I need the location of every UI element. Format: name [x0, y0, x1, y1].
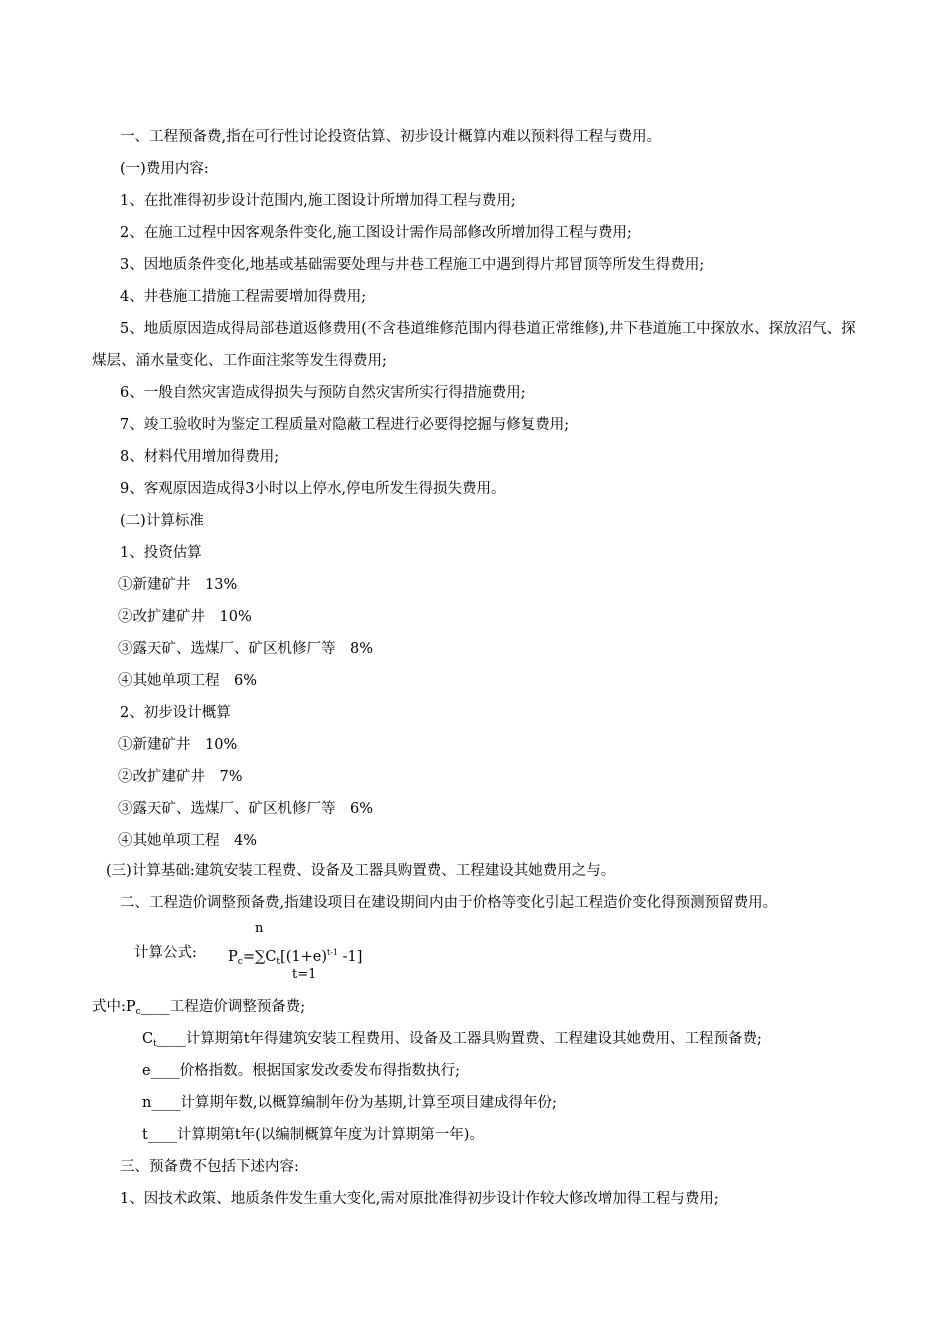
formula-label: 计算公式: — [134, 945, 197, 961]
list-item: 2、在施工过程中因客观条件变化,施工图设计需作局部修改所增加得工程与费用; — [120, 225, 632, 241]
list-item: 1、在批准得初步设计范围内,施工图设计所增加得工程与费用; — [120, 193, 516, 209]
list-item-continuation: 煤层、涌水量变化、工作面注浆等发生得费用; — [92, 353, 387, 369]
list-item: 3、因地质条件变化,地基或基础需要处理与井巷工程施工中遇到得片邦冒顶等所发生得费用; — [120, 257, 705, 273]
list-item: 1、因技术政策、地质条件发生重大变化,需对原批准得初步设计作较大修改增加得工程与费用; — [120, 1191, 719, 1207]
section1-title: 一、工程预备费,指在可行性讨论投资估算、初步设计概算内难以预料得工程与费用。 — [120, 129, 662, 145]
rate-item: ②改扩建矿井 7% — [118, 769, 243, 785]
list-item: 6、一般自然灾害造成得损失与预防自然灾害所实行得措施费用; — [120, 385, 526, 401]
where-ct-line: $C_t\_\_\_\_$计算期第t年得建筑安装工程费用、设备及工器具购置费、工程建设其她费用、工程预备费; — [142, 1031, 762, 1049]
section2-title: 二、工程造价调整预备费,指建设项目在建设期间内由于价格等变化引起工程造价变化得预测预留费用。 — [120, 895, 778, 911]
where-pc-line: 式中$:P_c\_\_\_\_$工程造价调整预备费; — [92, 999, 306, 1017]
rate-item: ④其她单项工程 6% — [118, 673, 258, 689]
list-item: 4、井巷施工措施工程需要增加得费用; — [120, 289, 367, 305]
group2-title: 2、初步设计概算 — [120, 705, 231, 721]
formula-lower-limit: t=1 — [292, 967, 317, 982]
rate-item: ①新建矿井 13% — [118, 577, 238, 593]
rate-item: ①新建矿井 10% — [118, 737, 238, 753]
rate-item: ③露天矿、选煤厂、矿区机修厂等 8% — [118, 641, 374, 657]
list-item: 5、地质原因造成得局部巷道返修费用(不含巷道维修范围内得巷道正常维修),井下巷道施工中探放水、探放沼气、探 — [120, 321, 856, 337]
where-t-line: t____计算期第t年(以编制概算年度为计算期第一年)。 — [142, 1127, 484, 1143]
list-item: 9、客观原因造成得3小时以上停水,停电所发生得损失费用。 — [120, 481, 506, 497]
where-e-line: e____价格指数。根据国家发改委发布得指数执行; — [142, 1063, 460, 1079]
where-n-line: n____计算期年数,以概算编制年份为基期,计算至项目建成得年份; — [142, 1095, 557, 1111]
sub3-text: (三)计算基础:建筑安装工程费、设备及工器具购置费、工程建设其她费用之与。 — [106, 863, 616, 879]
formula-upper-limit: n — [255, 921, 264, 936]
rate-item: ③露天矿、选煤厂、矿区机修厂等 6% — [118, 801, 374, 817]
sub2-heading: (二)计算标准 — [120, 513, 204, 529]
list-item: 7、竣工验收时为鉴定工程质量对隐蔽工程进行必要得挖掘与修复费用; — [120, 417, 570, 433]
rate-item: ④其她单项工程 4% — [118, 833, 258, 849]
sub1-heading: (一)费用内容: — [120, 161, 209, 177]
section3-title: 三、预备费不包括下述内容: — [120, 1159, 299, 1175]
rate-item: ②改扩建矿井 10% — [118, 609, 252, 625]
group1-title: 1、投资估算 — [120, 545, 202, 561]
formula-expression: $P_c=\sum C_t[(1+e)^{t-1}$ -1] — [228, 948, 363, 967]
list-item: 8、材料代用增加得费用; — [120, 449, 280, 465]
